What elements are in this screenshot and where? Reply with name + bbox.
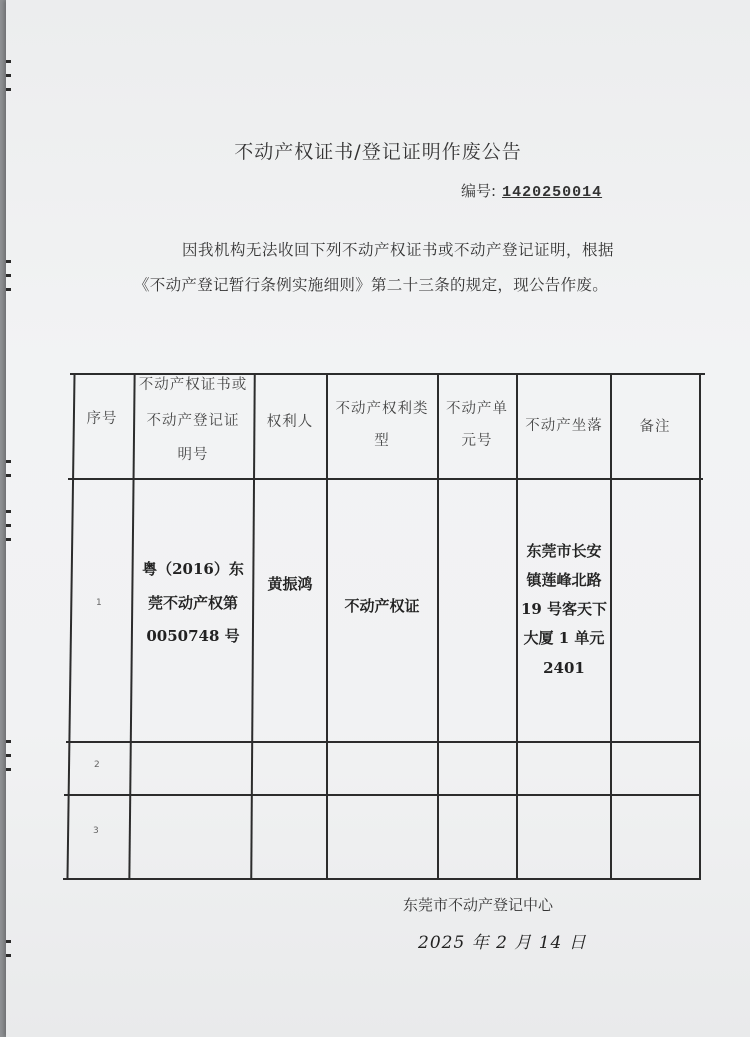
header-type-line-2: 型: [374, 433, 390, 449]
serial-label: 编号:: [461, 182, 497, 200]
header-unit-line-2: 元号: [461, 433, 493, 449]
notice-paragraph-line-2: 《不动产登记暂行条例实施细则》第二十三条的规定，现公告作废。: [134, 276, 609, 294]
notice-paragraph-line-1: 因我机构无法收回下列不动产权证书或不动产登记证明，根据: [182, 241, 615, 259]
header-cert-line-2: 不动产登记证: [146, 413, 240, 429]
issuing-organization: 东莞市不动产登记中心: [403, 896, 554, 914]
serial-number: 1420250014: [502, 184, 603, 201]
row-1-location-line-5: 2401: [543, 659, 585, 677]
row-1-location-line-1: 东莞市长安: [526, 542, 602, 560]
binding-edge: [6, 60, 12, 960]
serial-number-line: [461, 180, 602, 201]
header-type-line-1: 不动产权利类: [335, 401, 429, 417]
row-1-owner: 黄振鸿: [267, 575, 313, 593]
row-1-cert-line-3: 0050748 号: [146, 627, 240, 645]
row-1-cert-line-2: 莞不动产权第: [147, 594, 238, 612]
row-1-location-line-4: 大厦 1 单元: [523, 629, 605, 647]
notice-title: 不动产权证书/登记证明作废公告: [234, 141, 522, 163]
document-page: [6, 0, 750, 1037]
header-seq: 序号: [86, 411, 118, 427]
row-1-seq: 1: [96, 598, 102, 608]
row-1-cert-line-1: 粤（2016）东: [142, 560, 244, 578]
header-owner: 权利人: [266, 414, 314, 430]
row-1-location-line-3: 19 号客天下: [520, 600, 608, 618]
row-2-seq: 2: [94, 760, 100, 770]
header-unit-line-1: 不动产单: [446, 401, 508, 417]
row-3-seq: 3: [93, 826, 99, 836]
row-1-type: 不动产权证: [344, 597, 420, 615]
header-cert-line-3: 明号: [177, 447, 209, 463]
handwritten-date: 2025 年 2 月 14 日: [418, 933, 587, 953]
row-1-location-line-2: 镇莲峰北路: [526, 571, 602, 589]
header-cert-line-1: 不动产权证书或: [138, 377, 248, 393]
header-remarks: 备注: [639, 419, 671, 435]
header-location: 不动产坐落: [525, 418, 603, 434]
